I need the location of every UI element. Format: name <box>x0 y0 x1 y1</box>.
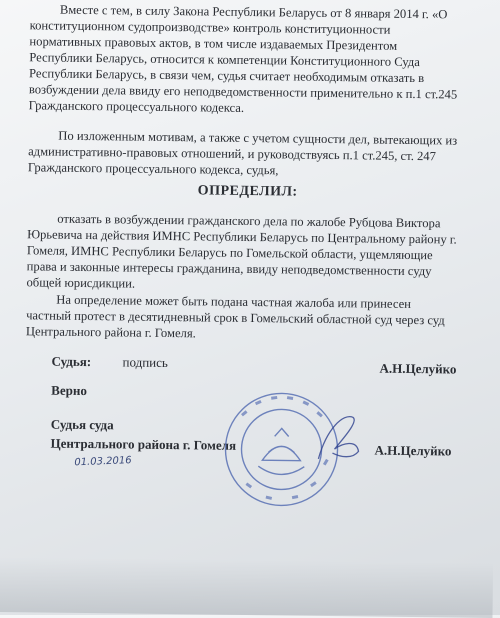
paragraph-jurisdiction <box>29 1 482 119</box>
court-judge-title: Судья суда <box>50 416 114 433</box>
text-line: конституционном судопроизводстве» контроль конституционности <box>29 18 391 37</box>
text-line: Гомеля, ИМНС Республики Беларусь по Гомельской области, ущемляющие <box>26 243 433 263</box>
text-line: Гражданского процессуального кодекса, судья, <box>27 160 279 178</box>
text-line: нормативных правовых актов, в том числе издаваемых Президентом <box>29 34 398 53</box>
judge-name: А.Н.Целуйко <box>379 360 457 377</box>
paragraph-decision <box>26 210 479 296</box>
text-line: На определение может быть подана частная жалоба или принесен <box>56 292 412 311</box>
text-line: административно-правовых отношений, и руководствуясь п.1 ст.245, ст. 247 <box>28 144 437 164</box>
text-line: Юрьевича на действия ИМНС Республики Беларусь по Центральному району г. <box>27 227 457 247</box>
handwritten-signature <box>312 409 365 468</box>
text-line: Республики Беларусь, в связи чем, судья считает необходимым отказать в <box>29 66 425 86</box>
page-shadow <box>0 557 493 618</box>
text-line: отказать в возбуждении гражданского дела по жалобе Рубцова Виктора <box>57 211 441 231</box>
text-line: возбуждении дела ввиду его неподведомственности применительно к п.1 ст.245 <box>28 82 458 102</box>
text-line: частный протест в десятидневный срок в Гомельский областной суд через суд <box>26 308 445 328</box>
handwritten-date: 01.03.2016 <box>74 455 132 469</box>
text-line: общей юрисдикции. <box>26 275 136 291</box>
court-name: Центрального района г. Гомеля <box>50 435 237 453</box>
text-line: Республики Беларусь, относится к компетенции Конституционного Суда <box>29 50 420 70</box>
text-line: По изложенным мотивам, а также с учетом сущности дел, вытекающих из <box>58 128 458 148</box>
court-judge-name: А.Н.Целуйко <box>374 442 452 459</box>
judge-label: Судья: <box>51 353 92 370</box>
paragraph-appeal <box>26 291 479 345</box>
text-line: Вместе с тем, в силу Закона Республики Беларусь от 8 января 2014 г. «О <box>59 2 448 22</box>
judge-signature-note: подпись <box>122 354 168 371</box>
certified-label: Верно <box>51 382 87 399</box>
text-line: права и законные интересы гражданина, ввиду неподведомственности суду <box>26 259 432 279</box>
text-line: Гражданского процессуального кодекса. <box>28 98 245 115</box>
decision-heading: ОПРЕДЕЛИЛ: <box>197 183 298 200</box>
paragraph-reasons <box>28 127 481 181</box>
text-line: Центрального района г. Гомеля. <box>25 324 196 341</box>
